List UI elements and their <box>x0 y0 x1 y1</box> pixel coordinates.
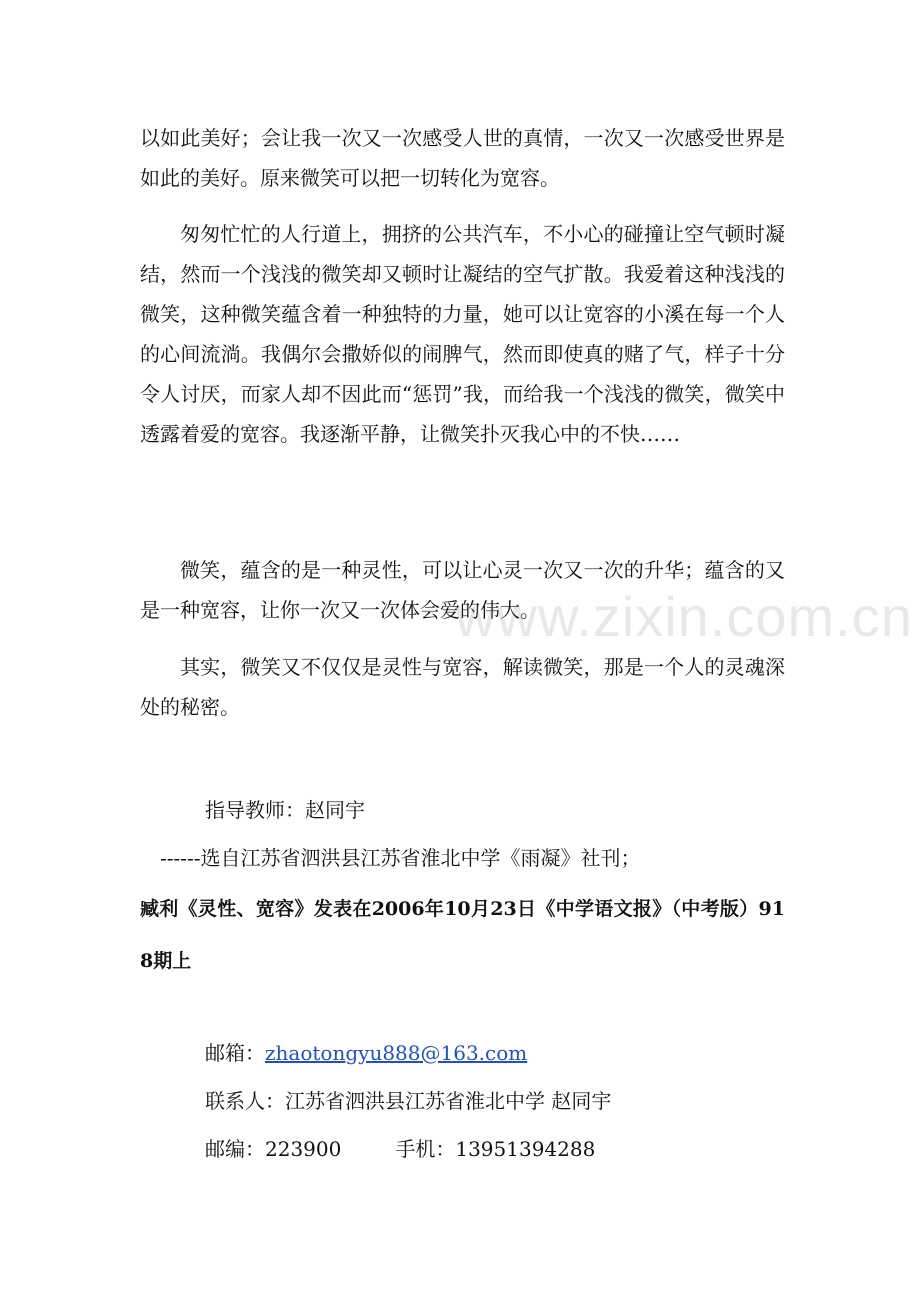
email-link[interactable]: zhaotongyu888@163.com <box>265 1041 528 1065</box>
contact-person-line: 联系人：江苏省泗洪县江苏省淮北中学 赵同宇 <box>205 1089 612 1113</box>
teacher-line: 指导教师：赵同宇 <box>205 798 365 822</box>
postcode-label: 邮编： <box>205 1137 265 1161</box>
paragraph-4: 其实，微笑又不仅仅是灵性与宽容，解读微笑，那是一个人的灵魂深处的秘密。 <box>140 655 785 719</box>
phone-value: 13951394288 <box>455 1137 596 1161</box>
publication-note: 臧利《灵性、宽容》发表在2006年10月23日《中学语文报》（中考版）918期上 <box>140 898 785 972</box>
paragraph-3: 微笑，蕴含的是一种灵性，可以让心灵一次又一次的升华；蕴含的又是一种宽容，让你一次又一次体会爱的伟大。 <box>140 558 785 622</box>
paragraph-1: 以如此美好；会让我一次又一次感受人世的真情，一次又一次感受世界是如此的美好。原来微笑可以把一切转化为宽容。 <box>140 126 785 190</box>
watermark: www.zixin.com.cn <box>455 585 913 648</box>
postcode-value: 223900 <box>265 1137 342 1161</box>
source-line: ------选自江苏省泗洪县江苏省淮北中学《雨凝》社刊； <box>160 846 641 870</box>
email-label: 邮箱： <box>205 1041 265 1065</box>
postcode-phone-line <box>205 1135 595 1163</box>
email-line <box>205 1039 527 1067</box>
paragraph-2: 匆匆忙忙的人行道上，拥挤的公共汽车，不小心的碰撞让空气顿时凝结，然而一个浅浅的微笑却又顿时让凝结的空气扩散。我爱着这种浅浅的微笑，这种微笑蕴含着一种独特的力量，她可以让宽容的小溪在每一个人的心间流淌。我偶尔会撒娇似的闹脾气，然而即使真的赌了气，样子十分令人讨厌，而家人却不因此而“惩罚”我，而给我一个浅浅的微笑，微笑中透露着爱的宽容。我逐渐平静，让微笑扑灭我心中的不快…… <box>140 222 785 446</box>
phone-label: 手机： <box>395 1137 456 1161</box>
